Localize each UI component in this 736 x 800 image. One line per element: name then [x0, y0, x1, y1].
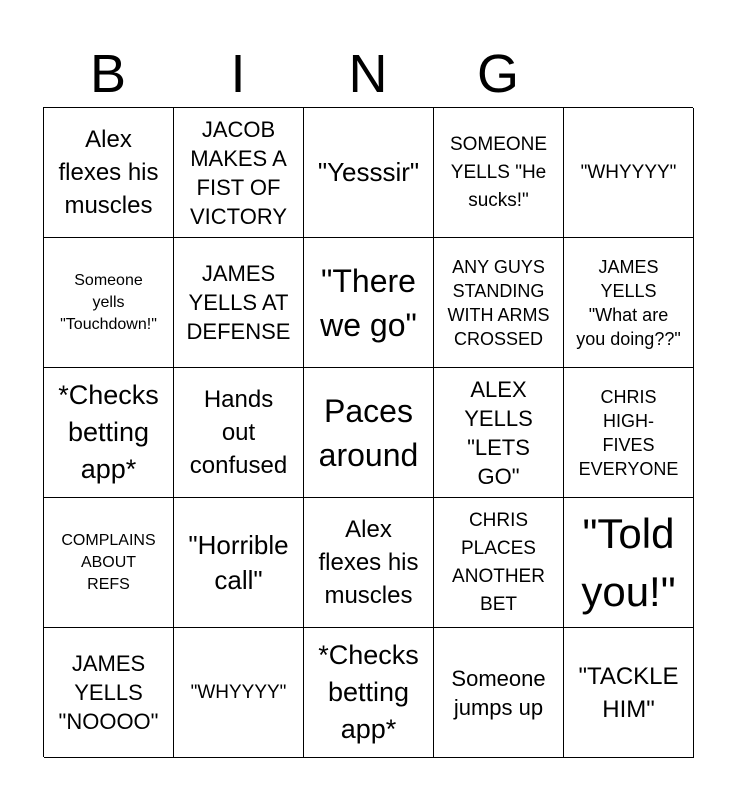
- bingo-cell[interactable]: [44, 108, 174, 238]
- cell-text: Alex flexes his muscles: [58, 126, 159, 219]
- bingo-card-grid: [43, 107, 693, 757]
- cell-text: Paces around: [318, 392, 419, 473]
- cell-text: JAMES YELLS AT DEFENSE: [186, 261, 291, 344]
- bingo-cell[interactable]: [44, 368, 174, 498]
- cell-text: Someone jumps up: [451, 665, 546, 720]
- bingo-cell[interactable]: [174, 628, 304, 758]
- cell-text: CHRIS PLACES ANOTHER BET: [452, 509, 545, 615]
- header-letter-i: I: [230, 44, 246, 104]
- bingo-cell[interactable]: [564, 628, 694, 758]
- cell-text: Someone yells "Touchdown!": [60, 271, 157, 333]
- cell-text: "WHYYYY": [190, 681, 287, 703]
- bingo-cell[interactable]: [44, 628, 174, 758]
- cell-text: Hands out confused: [189, 386, 288, 479]
- cell-text: "TACKLE HIM": [578, 662, 679, 723]
- bingo-cell[interactable]: [304, 238, 434, 368]
- cell-text: ANY GUYS STANDING WITH ARMS CROSSED: [447, 256, 550, 349]
- bingo-cell[interactable]: [304, 498, 434, 628]
- bingo-cell[interactable]: [174, 498, 304, 628]
- cell-text: SOMEONE YELLS "He sucks!": [449, 133, 548, 211]
- cell-text: *Checks betting app*: [318, 640, 419, 744]
- bingo-cell[interactable]: [304, 628, 434, 758]
- bingo-cell[interactable]: [304, 108, 434, 238]
- bingo-cell[interactable]: [44, 498, 174, 628]
- header-letter-n: N: [348, 44, 388, 104]
- bingo-cell[interactable]: [564, 368, 694, 498]
- bingo-cell[interactable]: [174, 238, 304, 368]
- bingo-cell[interactable]: [434, 238, 564, 368]
- cell-text: "Yesssir": [317, 157, 420, 187]
- cell-text: JAMES YELLS "What are you doing??": [576, 256, 681, 349]
- bingo-cell[interactable]: [564, 238, 694, 368]
- cell-text: CHRIS HIGH- FIVES EVERYONE: [578, 386, 679, 479]
- bingo-cell[interactable]: [434, 368, 564, 498]
- cell-text: "WHYYYY": [580, 161, 677, 183]
- bingo-cell[interactable]: [304, 368, 434, 498]
- cell-text: JAMES YELLS "NOOOO": [58, 651, 159, 734]
- bingo-cell[interactable]: [174, 108, 304, 238]
- header-letter-g: G: [476, 44, 519, 104]
- bingo-header: [43, 44, 693, 104]
- cell-text: ALEX YELLS "LETS GO": [464, 376, 533, 489]
- cell-text: "There we go": [320, 262, 417, 343]
- cell-text: JACOB MAKES A FIST OF VICTORY: [190, 116, 287, 229]
- bingo-cell[interactable]: [564, 108, 694, 238]
- cell-text: "Told you!": [581, 509, 676, 615]
- cell-text: *Checks betting app*: [58, 380, 159, 484]
- cell-text: "Horrible call": [188, 529, 289, 595]
- bingo-cell[interactable]: [44, 238, 174, 368]
- cell-text: COMPLAINS ABOUT REFS: [61, 531, 156, 593]
- bingo-cell[interactable]: [434, 108, 564, 238]
- bingo-cell[interactable]: [434, 628, 564, 758]
- bingo-cell[interactable]: [564, 498, 694, 628]
- cell-text: Alex flexes his muscles: [318, 516, 419, 609]
- bingo-cell[interactable]: [434, 498, 564, 628]
- header-letter-b: B: [89, 44, 127, 104]
- bingo-cell[interactable]: [174, 368, 304, 498]
